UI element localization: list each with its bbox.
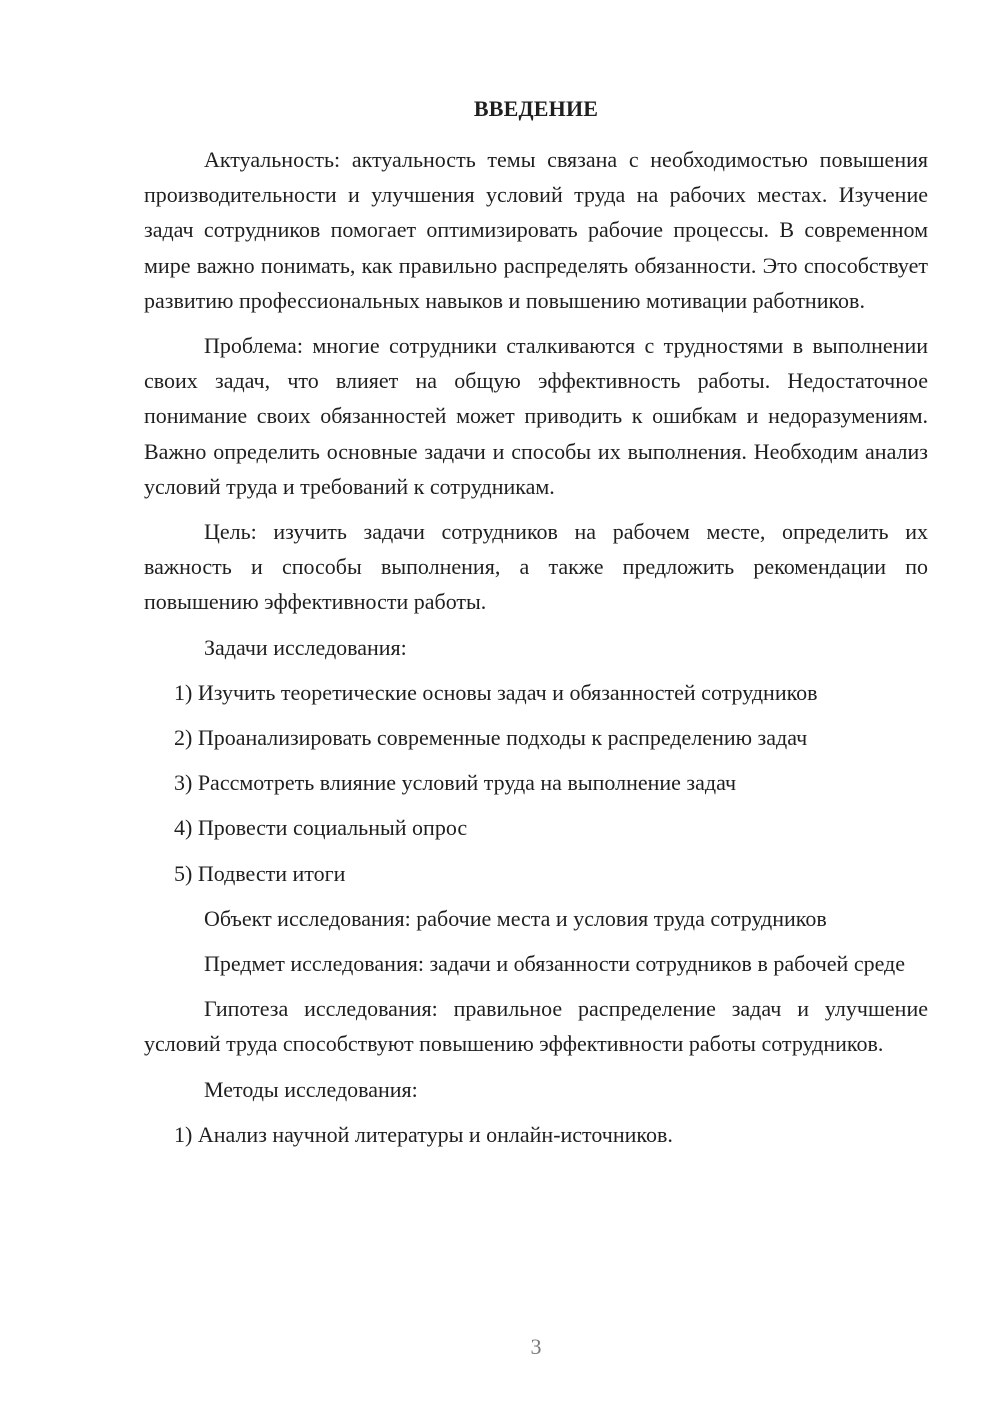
task-item: 2) Проанализировать современные подходы к распределению задач <box>174 725 808 751</box>
task-item: 4) Провести социальный опрос <box>174 815 468 841</box>
methods-label: Методы исследования: <box>204 1076 418 1102</box>
hypothesis-paragraph: Гипотеза исследования: правильное распределение задач и улучшение условий труда способствуют повышению эффективности работы сотрудников. <box>144 996 928 1057</box>
task-item: 5) Подвести итоги <box>174 860 346 886</box>
task-item: 1) Изучить теоретические основы задач и обязанностей сотрудников <box>174 679 818 705</box>
page-number: 3 <box>530 1334 542 1359</box>
problem-paragraph: Проблема: многие сотрудники сталкиваются с трудностями в выполнении своих задач, что влияет на общую эффективность работы. Недостаточное понимание своих обязанностей может приводить к ошибкам и недоразумениям. Важно определить основные задачи и способы их выполнения. Необходим анализ условий труда и требований к сотрудникам. <box>144 333 928 499</box>
task-item: 3) Рассмотреть влияние условий труда на выполнение задач <box>174 770 737 796</box>
method-item: 1) Анализ научной литературы и онлайн-источников. <box>174 1121 673 1147</box>
page-title: ВВЕДЕНИЕ <box>473 96 599 121</box>
object-paragraph: Объект исследования: рабочие места и условия труда сотрудников <box>204 905 827 931</box>
subject-paragraph: Предмет исследования: задачи и обязанности сотрудников в рабочей среде <box>204 951 906 977</box>
document-page <box>144 94 928 1162</box>
tasks-label: Задачи исследования: <box>204 634 407 660</box>
relevance-paragraph: Актуальность: актуальность темы связана с необходимостью повышения производительности и улучшения условий труда на рабочих местах. Изучение задач сотрудников помогает оптимизировать рабочие процессы. В современном мире важно понимать, как правильно распределять обязанности. Это способствует развитию профессиональных навыков и повышению мотивации работников. <box>144 147 928 313</box>
goal-paragraph: Цель: изучить задачи сотрудников на рабочем месте, определить их важность и способы выполнения, а также предложить рекомендации по повышению эффективности работы. <box>144 519 928 615</box>
